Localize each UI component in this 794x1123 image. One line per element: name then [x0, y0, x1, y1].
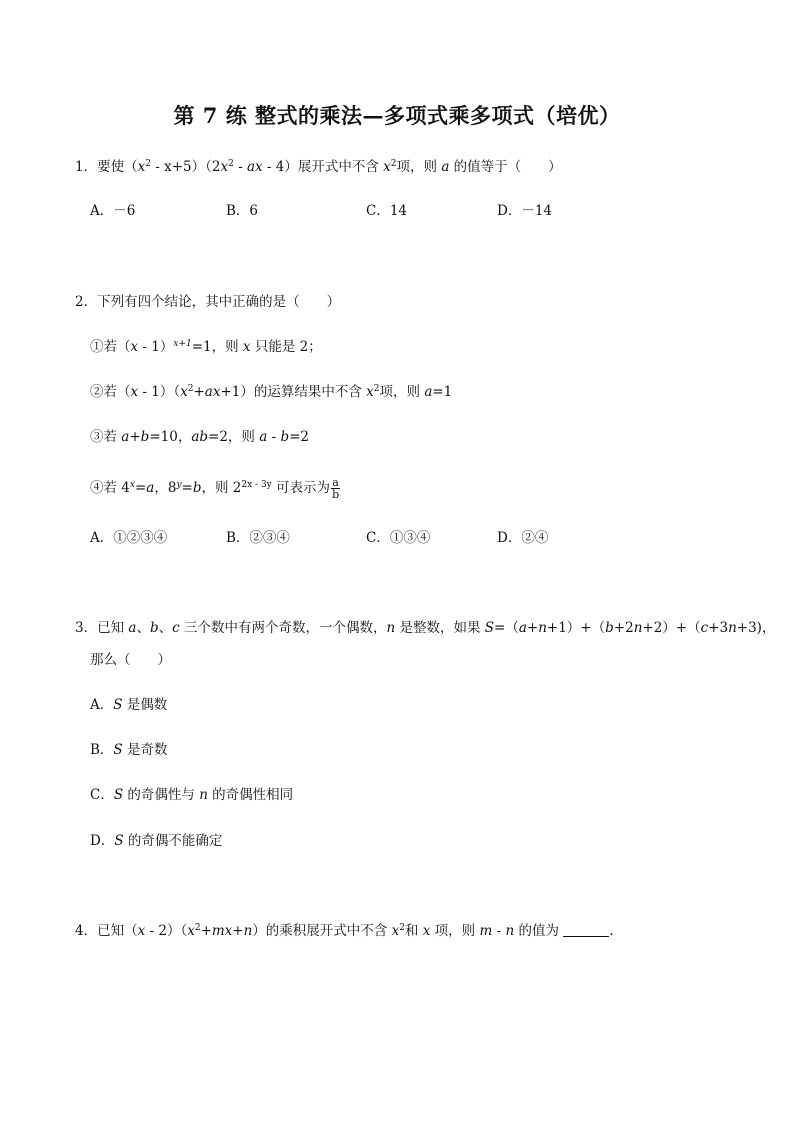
text: ①若（ [90, 339, 131, 355]
var: a [441, 159, 450, 175]
var: x [137, 159, 146, 175]
question-1-option-d[interactable]: D．－14 [497, 203, 553, 219]
var: c [172, 620, 180, 636]
text: 4．已知（ [75, 923, 138, 939]
text: =10， [149, 429, 192, 445]
text: +3 [708, 620, 729, 636]
exponent: 2 [187, 384, 194, 394]
text: 的值等于（ ） [449, 159, 562, 175]
var: ax [204, 384, 221, 400]
question-3-option-d[interactable] [90, 831, 222, 851]
text: + [232, 923, 244, 939]
text: +2）+（ [642, 620, 701, 636]
var: x [391, 923, 400, 939]
text: 的奇偶不能确定 [123, 833, 223, 849]
text: 的值为 [514, 923, 564, 939]
question-3-option-b[interactable] [90, 740, 167, 760]
text: - [492, 923, 506, 939]
text: =2，则 [208, 429, 260, 445]
var: x [130, 384, 139, 400]
exponent: x+1 [173, 339, 192, 349]
text: 的奇偶性与 [123, 787, 200, 803]
var: ax [246, 159, 263, 175]
var: b [140, 429, 150, 445]
question-2-statement-1 [90, 337, 322, 357]
text: = [181, 480, 193, 496]
var: x [187, 923, 195, 939]
text: + [193, 384, 205, 400]
text: - [233, 159, 247, 175]
text: 项，则 [430, 923, 480, 939]
fraction [331, 477, 340, 500]
question-2-option-a[interactable]: A．①②③④ [90, 530, 168, 546]
exponent: 2 [390, 159, 397, 169]
text: . [609, 923, 614, 939]
var: b [149, 620, 159, 636]
var: a [518, 620, 527, 636]
var: b [192, 480, 202, 496]
var: x [180, 384, 188, 400]
text: 的奇偶性相同 [207, 787, 294, 803]
text: ②若（ [90, 384, 131, 400]
question-2-option-d[interactable]: D．②④ [497, 530, 549, 546]
var: a [424, 384, 433, 400]
var: x [220, 159, 229, 175]
var: a [259, 429, 268, 445]
var: x [366, 384, 374, 400]
question-2-option-c[interactable]: C．①③④ [366, 530, 431, 546]
option-letter: D． [90, 833, 115, 849]
text: 是奇数 [122, 742, 168, 758]
question-1-option-c[interactable]: C．14 [366, 203, 408, 219]
var: c [700, 620, 709, 636]
var: n [538, 620, 547, 636]
question-2-option-b[interactable]: B．②③④ [226, 530, 290, 546]
text: 、 [136, 620, 150, 636]
option-letter: C． [90, 787, 114, 803]
text: + [200, 923, 212, 939]
text: +1）+（ [546, 620, 606, 636]
exponent: 2 [194, 923, 201, 933]
text: - [267, 429, 281, 445]
var: S [113, 742, 123, 758]
var: a [128, 620, 137, 636]
exponent: 2 [228, 159, 234, 169]
exponent: x [129, 480, 135, 490]
var: n [243, 923, 253, 939]
fraction-denominator: b [332, 488, 340, 501]
var: n [505, 923, 515, 939]
var: x [422, 923, 431, 939]
text: ③若 [90, 429, 122, 445]
text: =（ [494, 620, 519, 636]
var: ab [191, 429, 209, 445]
text: 可表示为 [271, 480, 331, 496]
var: S [114, 833, 124, 849]
text: 项，则 [396, 159, 442, 175]
question-2-stem: 2．下列有四个结论，其中正确的是（ ） [75, 294, 341, 310]
var: S [484, 620, 495, 636]
option-letter: B． [90, 742, 114, 758]
question-4-stem [75, 921, 614, 941]
var: S [113, 697, 123, 713]
answer-blank[interactable] [563, 922, 609, 937]
text: 项，则 [379, 384, 425, 400]
text: =1，则 [191, 339, 243, 355]
text: + [129, 429, 141, 445]
question-3-stem-line-2: 那么（ ） [90, 652, 171, 668]
var: b [280, 429, 290, 445]
var: x [383, 159, 391, 175]
text: - x+5）（2 [150, 159, 221, 175]
question-1-option-a[interactable]: A．－6 [90, 203, 136, 219]
text: +1）的运算结果中不含 [220, 384, 367, 400]
question-3-option-c[interactable] [90, 785, 293, 805]
var: a [121, 429, 130, 445]
text: + [526, 620, 539, 636]
text: ，则 2 [201, 480, 242, 496]
var: x [130, 339, 139, 355]
question-3-option-a[interactable] [90, 695, 167, 715]
text: 3．已知 [75, 620, 129, 636]
question-1-stem [75, 157, 562, 177]
var: b [605, 620, 614, 636]
var: mx [211, 923, 233, 939]
question-3-stem-line-1 [75, 618, 775, 638]
var: a [146, 480, 155, 496]
text: 是整数，如果 [395, 620, 485, 636]
text: =1 [432, 384, 453, 400]
exponent: 2 [145, 159, 151, 169]
text: = [134, 480, 147, 496]
var: n [633, 620, 643, 636]
var: x [242, 339, 251, 355]
exponent: 2 [399, 923, 405, 933]
option-letter: A． [90, 697, 114, 713]
text: +2 [613, 620, 634, 636]
question-1-option-b[interactable]: B．6 [226, 203, 259, 219]
exponent: 2 [373, 384, 380, 394]
fraction-numerator: a [332, 476, 339, 489]
var: m [479, 923, 493, 939]
text: 和 [404, 923, 423, 939]
question-number: 1． [75, 159, 98, 175]
question-2-statement-4 [90, 475, 340, 501]
text: - 1） [138, 339, 174, 355]
text: +3)， [736, 620, 776, 636]
text: ）的乘积展开式中不含 [252, 923, 392, 939]
text: 只能是 2； [250, 339, 322, 355]
text: ，8 [154, 480, 177, 496]
exponent: 2x - 3y [241, 480, 272, 490]
var: S [113, 787, 124, 803]
text: 要使（ [97, 159, 138, 175]
text: =2 [289, 429, 310, 445]
text: 、 [158, 620, 173, 636]
question-2-statement-3 [90, 427, 309, 447]
var: n [728, 620, 737, 636]
exponent: y [176, 480, 182, 490]
text: 三个数中有两个奇数，一个偶数， [179, 620, 387, 636]
text: - 4）展开式中不含 [262, 159, 384, 175]
text: ④若 4 [90, 480, 130, 496]
text: - 1）（ [138, 384, 181, 400]
text: 是偶数 [122, 697, 168, 713]
var: x [137, 923, 146, 939]
page-title: 第 7 练 整式的乘法—多项式乘多项式（培优） [173, 103, 621, 128]
var: n [386, 620, 396, 636]
question-2-statement-2 [90, 382, 452, 402]
var: n [199, 787, 208, 803]
text: - 2）（ [145, 923, 188, 939]
